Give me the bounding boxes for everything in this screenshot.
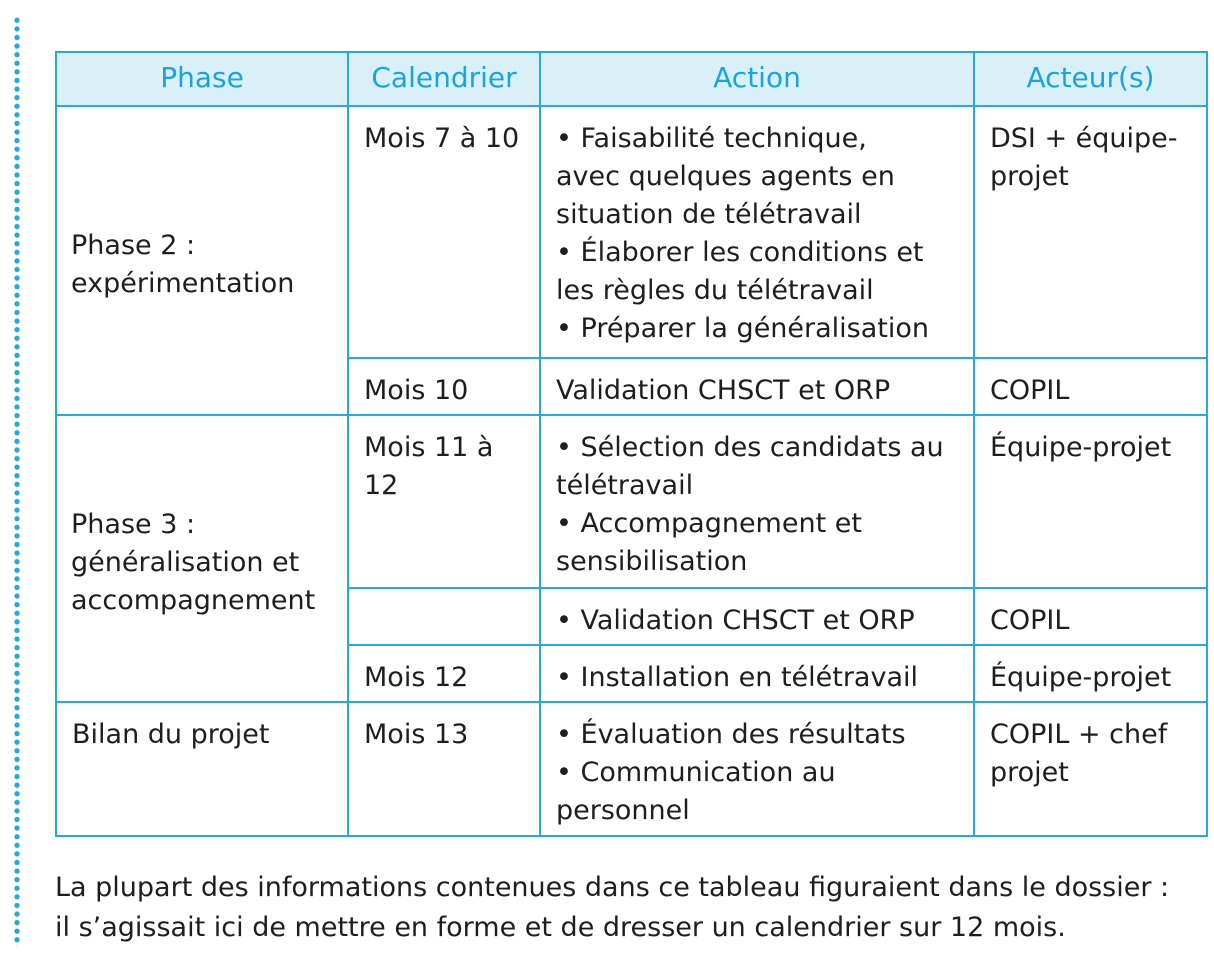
action-cell [540, 588, 974, 645]
phase-cell [56, 702, 348, 836]
action-cell [540, 702, 974, 836]
action-line: • Accompagnement et [556, 508, 862, 539]
footnote-paragraph [55, 868, 1169, 948]
action-line: • Validation CHSCT et ORP [556, 605, 915, 636]
action-line: • Élaborer les conditions et [556, 237, 924, 268]
header-calendrier: Calendrier [348, 52, 540, 106]
action-line: personnel [556, 795, 690, 826]
acteurs-line: projet [990, 757, 1069, 788]
acteurs-line: DSI + équipe- [990, 123, 1178, 154]
action-line: Validation CHSCT et ORP [556, 375, 891, 406]
phase-line: Phase 3 : [71, 509, 196, 540]
calendrier-cell: Mois 11 à 12 [348, 415, 540, 588]
action-cell [540, 358, 974, 415]
acteurs-cell [974, 106, 1207, 358]
calendrier-cell: Mois 13 [348, 702, 540, 836]
header-action: Action [540, 52, 974, 106]
table-header-row [56, 52, 1207, 106]
phase-cell [56, 415, 348, 702]
action-line: • Installation en télétravail [556, 662, 919, 693]
action-line: • Évaluation des résultats [556, 719, 906, 750]
action-cell [540, 645, 974, 702]
action-line: avec quelques agents en [556, 161, 895, 192]
action-line: • Communication au [556, 757, 836, 788]
dotted-margin-line [14, 16, 20, 946]
acteurs-cell [974, 645, 1207, 702]
action-line: télétravail [556, 470, 694, 501]
calendrier-cell: Mois 10 [348, 358, 540, 415]
phase-line: Bilan du projet [72, 719, 270, 750]
action-line: situation de télétravail [556, 199, 862, 230]
acteurs-line: COPIL [990, 605, 1070, 636]
action-line: • Faisabilité technique, [556, 123, 867, 154]
footnote-line: il s’agissait ici de mettre en forme et de dresser un calendrier sur 12 mois. [55, 912, 1066, 943]
phase-line: Phase 2 : [71, 230, 196, 261]
acteurs-cell [974, 415, 1207, 588]
acteurs-line: projet [990, 161, 1069, 192]
header-phase: Phase [56, 52, 348, 106]
calendrier-cell: Mois 12 [348, 645, 540, 702]
action-line: les règles du télétravail [556, 275, 874, 306]
action-cell [540, 415, 974, 588]
calendrier-cell [348, 588, 540, 645]
acteurs-line: Équipe-projet [990, 432, 1172, 463]
acteurs-cell [974, 702, 1207, 836]
acteurs-cell [974, 588, 1207, 645]
acteurs-line: Équipe-projet [990, 662, 1172, 693]
table-row [56, 415, 1207, 588]
action-line: • Sélection des candidats au [556, 432, 944, 463]
action-line: sensibilisation [556, 546, 748, 577]
phase-line: généralisation et [71, 547, 300, 578]
table-row [56, 106, 1207, 358]
action-cell [540, 106, 974, 358]
table-row [56, 702, 1207, 836]
header-acteurs: Acteur(s) [974, 52, 1207, 106]
acteurs-cell [974, 358, 1207, 415]
calendrier-cell: Mois 7 à 10 [348, 106, 540, 358]
acteurs-line: COPIL + chef [990, 719, 1168, 750]
footnote-line: La plupart des informations contenues dans ce tableau figuraient dans le dossier : [55, 872, 1170, 903]
phase-cell [56, 106, 348, 415]
phase-line: accompagnement [71, 585, 316, 616]
acteurs-line: COPIL [990, 375, 1070, 406]
planning-table [55, 51, 1208, 837]
action-line: • Préparer la généralisation [556, 313, 930, 344]
phase-line: expérimentation [71, 268, 295, 299]
